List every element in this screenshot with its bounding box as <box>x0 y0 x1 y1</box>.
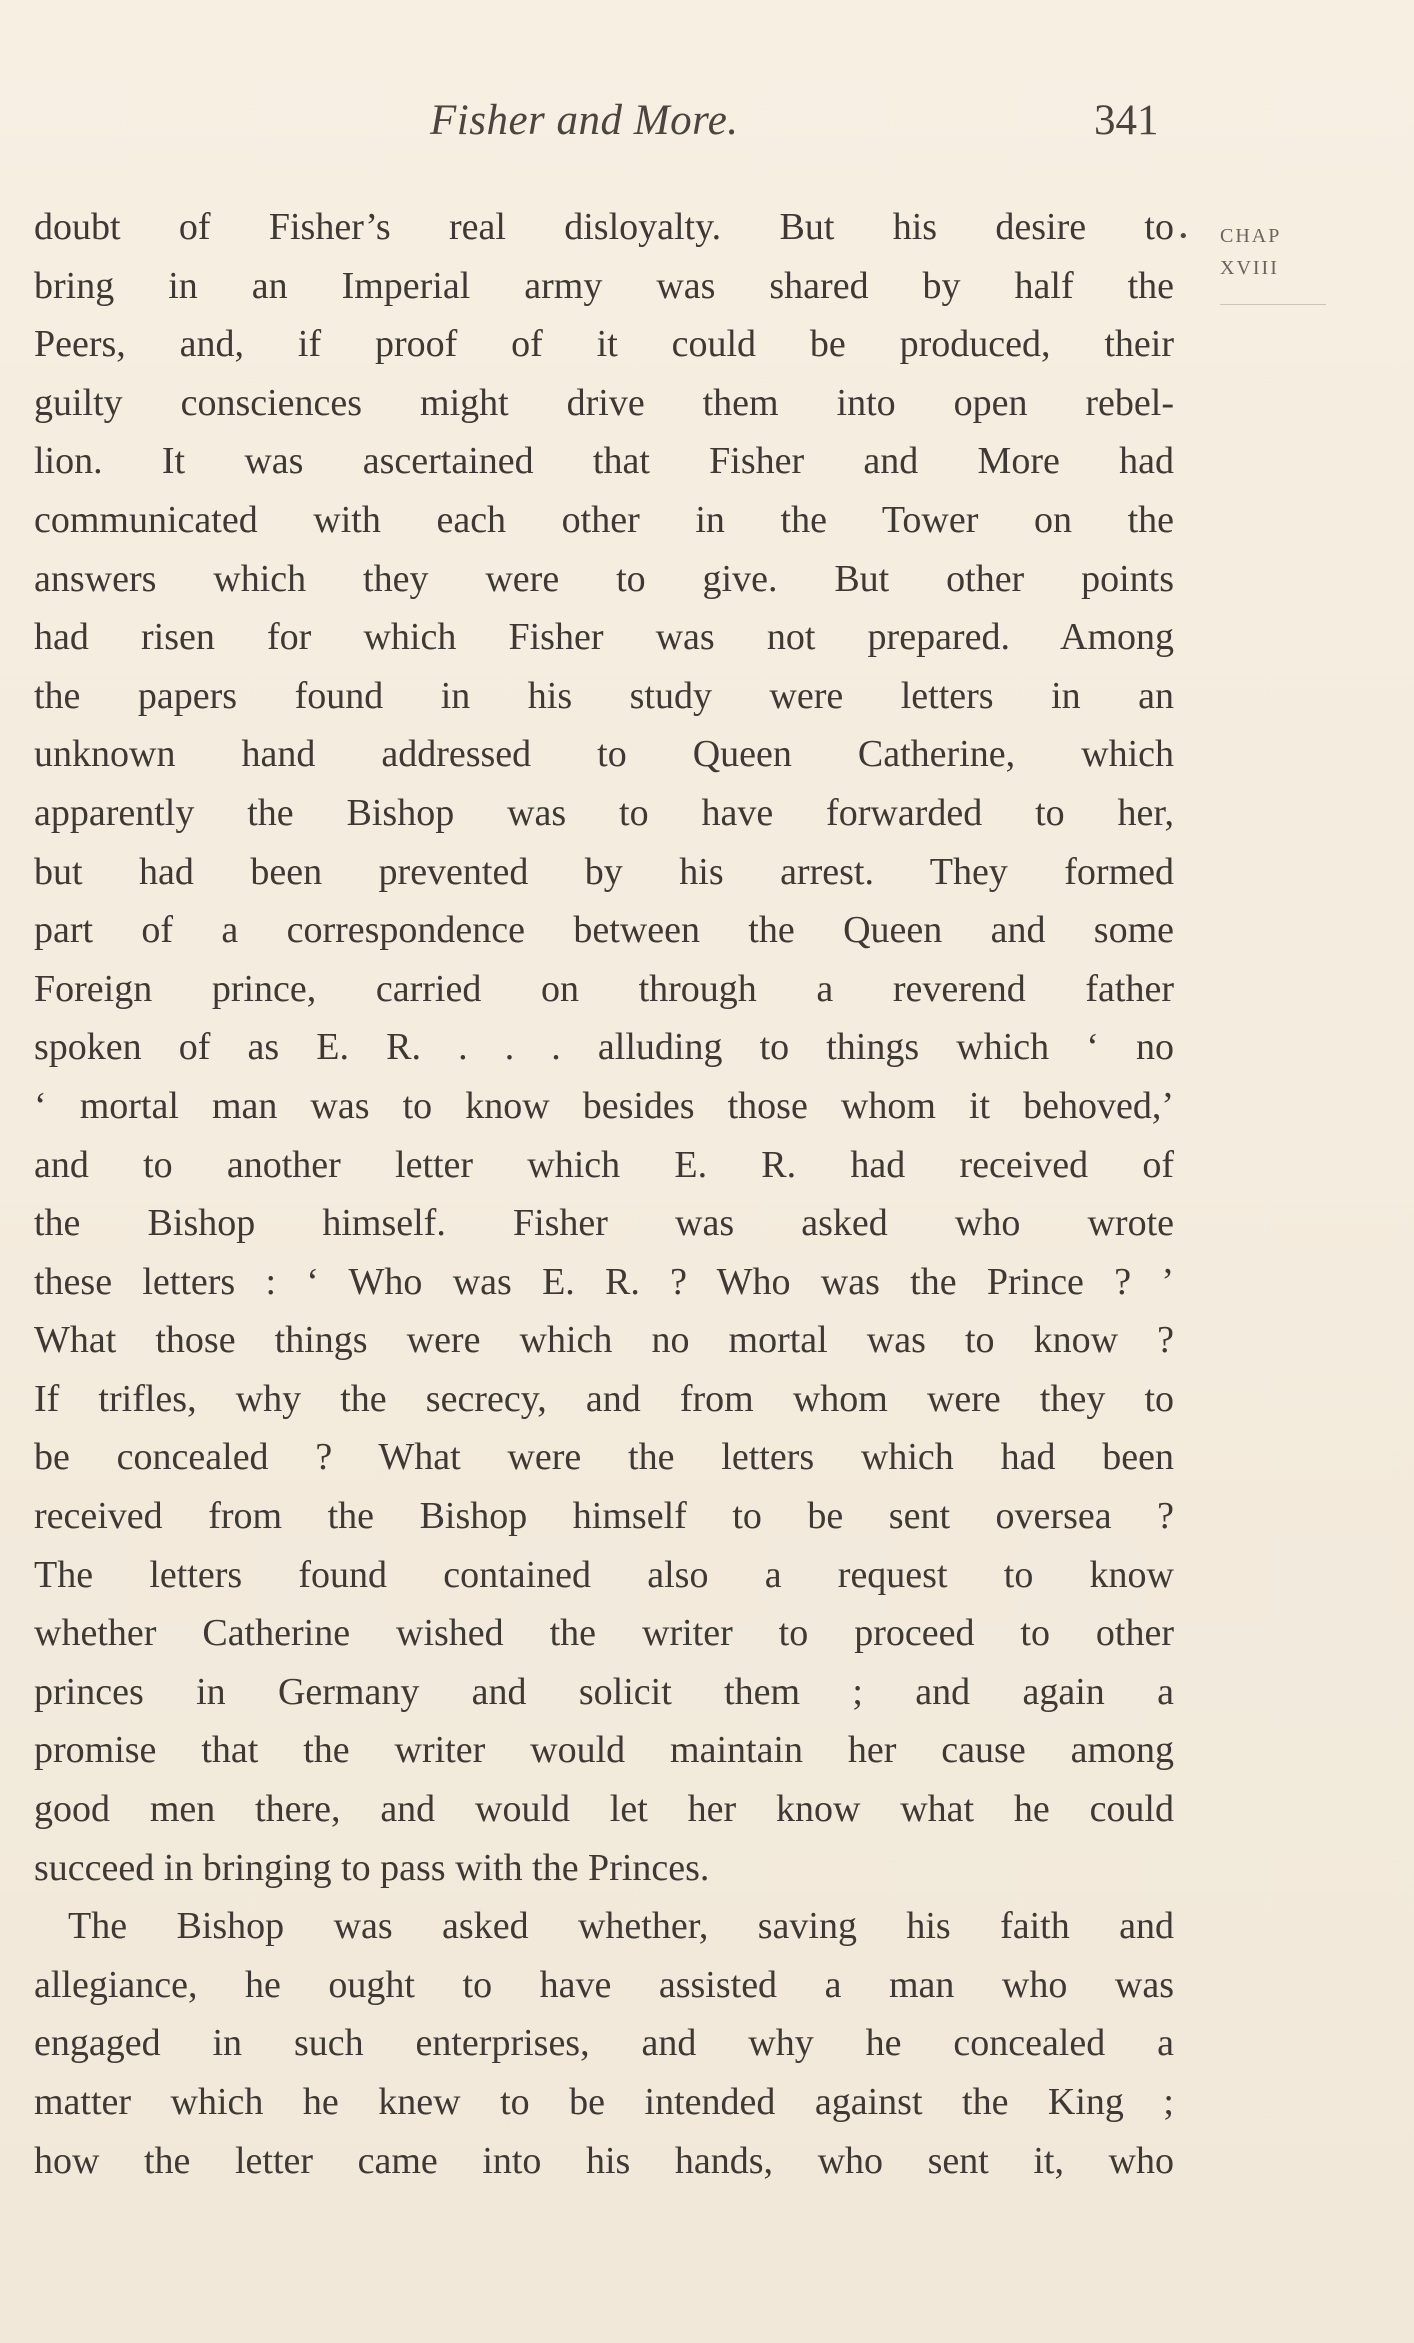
text-line: but had been prevented by his arrest. They formed <box>34 850 1174 893</box>
text-line: bring in an Imperial army was shared by half the <box>34 264 1174 307</box>
text-line: whether Catherine wished the writer to proceed to other <box>34 1612 1174 1655</box>
text-line: had risen for which Fisher was not prepared. Among <box>34 616 1174 659</box>
text-line: spoken of as E. R. . . . alluding to things which ‘ no <box>34 1026 1174 1069</box>
marginal-chapter-number: XVIII <box>1220 257 1279 279</box>
running-title: Fisher and More. <box>430 97 739 144</box>
text-line: promise that the writer would maintain her cause among <box>34 1729 1174 1772</box>
text-line: these letters : ‘ Who was E. R. ? Who was the Prince ? ’ <box>34 1260 1174 1303</box>
text-line: apparently the Bishop was to have forwarded to her, <box>34 791 1174 834</box>
text-line: If trifles, why the secrecy, and from whom were they to <box>34 1377 1174 1420</box>
text-line: matter which he knew to be intended against the King ; <box>34 2081 1174 2123</box>
chapter-marginal-note <box>1178 220 1340 312</box>
marginal-rule <box>1220 304 1326 305</box>
marginal-chapter-label: CHAP <box>1220 225 1282 247</box>
marginal-bullet: • <box>1178 226 1189 247</box>
text-line: communicated with each other in the Tower on the <box>34 498 1174 541</box>
text-line: The letters found contained also a request to know <box>34 1553 1174 1596</box>
text-line: ‘ mortal man was to know besides those whom it behoved,’ <box>34 1084 1174 1127</box>
text-line: part of a correspondence between the Queen and some <box>34 909 1174 952</box>
text-line: received from the Bishop himself to be sent oversea ? <box>34 1495 1174 1538</box>
text-line: princes in Germany and solicit them ; and again a <box>34 1670 1174 1713</box>
text-line: answers which they were to give. But other points <box>34 557 1174 600</box>
text-line: guilty consciences might drive them into open rebel- <box>34 381 1174 424</box>
body-text <box>34 198 1174 2190</box>
text-line: unknown hand addressed to Queen Catherine, which <box>34 733 1174 776</box>
text-line: lion. It was ascertained that Fisher and More had <box>34 440 1174 483</box>
text-line: Foreign prince, carried on through a reverend father <box>34 967 1174 1010</box>
text-line: allegiance, he ought to have assisted a man who was <box>34 1963 1174 2006</box>
text-line: The Bishop was asked whether, saving his faith and <box>68 1905 1174 1948</box>
text-line: doubt of Fisher’s real disloyalty. But his desire to <box>34 206 1174 248</box>
text-line: good men there, and would let her know what he could <box>34 1788 1174 1831</box>
text-line: and to another letter which E. R. had received of <box>34 1143 1174 1186</box>
text-line: the Bishop himself. Fisher was asked who wrote <box>34 1202 1174 1245</box>
text-line: how the letter came into his hands, who sent it, who <box>34 2139 1174 2182</box>
text-line: succeed in bringing to pass with the Princes. <box>34 1846 710 1889</box>
text-line: the papers found in his study were letters in an <box>34 674 1174 717</box>
text-line: Peers, and, if proof of it could be produced, their <box>34 323 1174 366</box>
page-number: 341 <box>1094 97 1159 144</box>
page-header <box>0 96 1414 156</box>
text-line: be concealed ? What were the letters which had been <box>34 1436 1174 1479</box>
text-line: engaged in such enterprises, and why he concealed a <box>34 2022 1174 2065</box>
text-line: What those things were which no mortal was to know ? <box>34 1319 1174 1362</box>
